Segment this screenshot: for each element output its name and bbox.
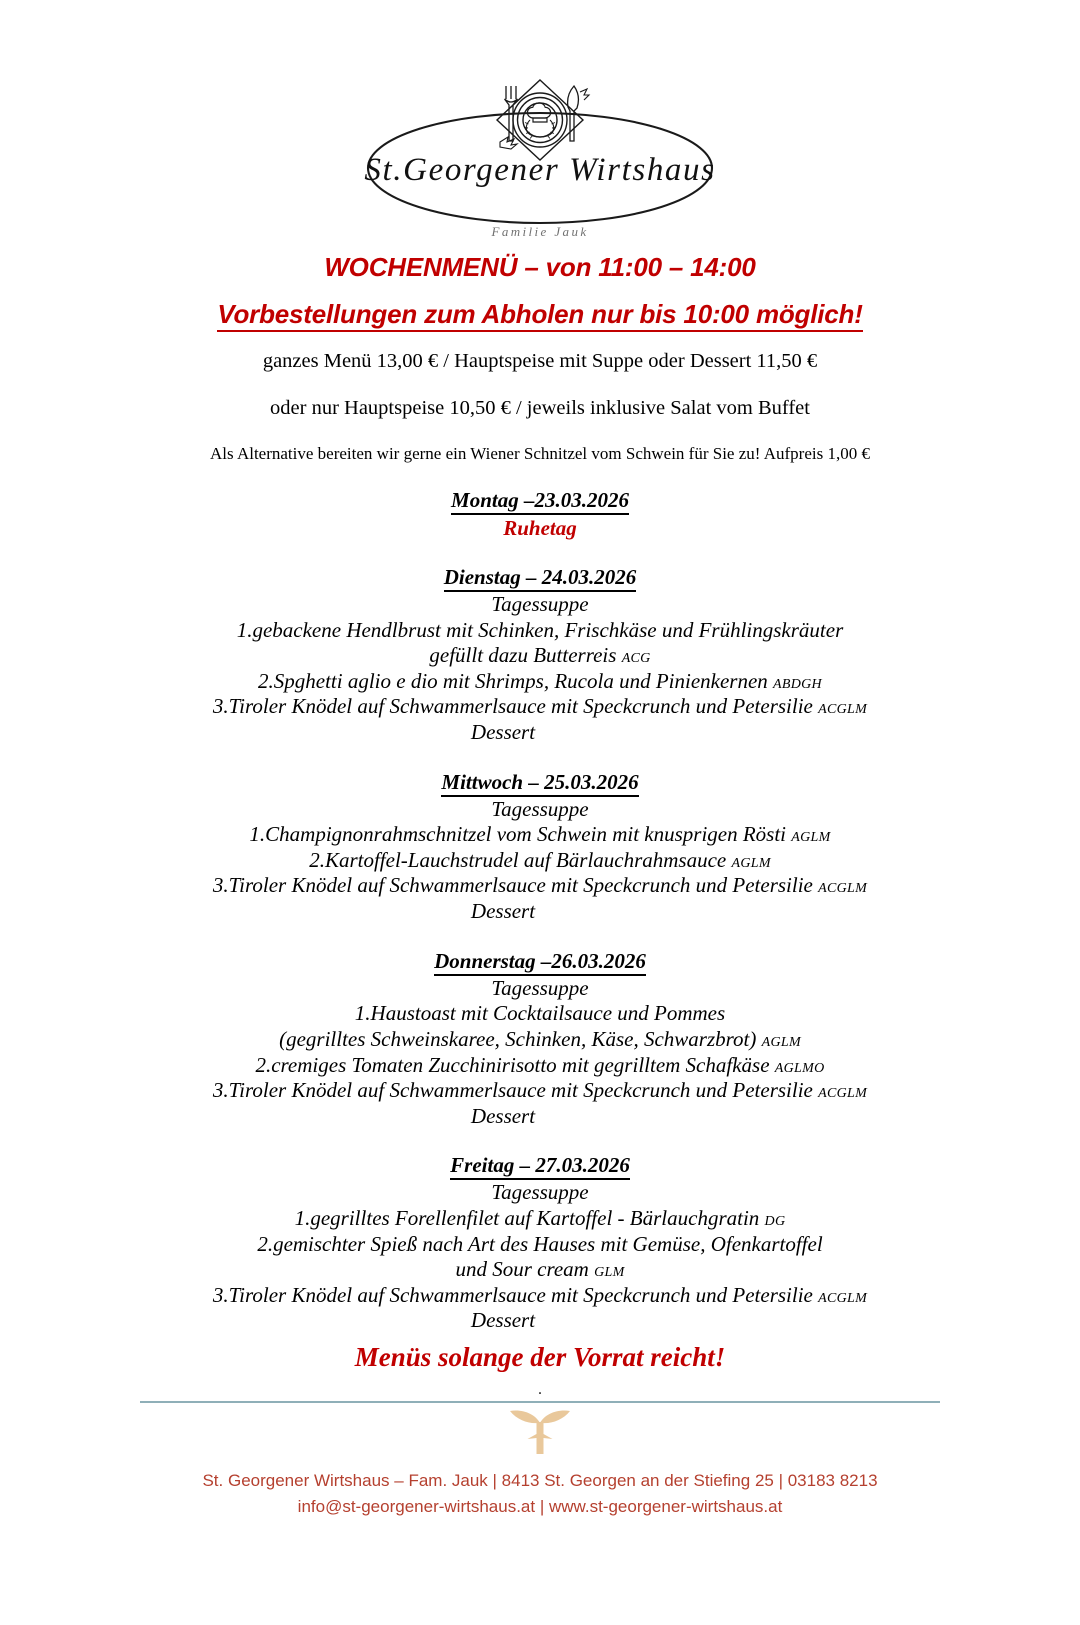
closing-note: Menüs solange der Vorrat reicht!	[354, 1342, 726, 1373]
day-dish	[0, 1232, 1080, 1258]
day-title-text: Donnerstag –26.03.2026	[434, 949, 646, 976]
day-closed-label: Ruhetag	[503, 516, 577, 540]
day-dessert: Dessert	[470, 1308, 536, 1333]
day-title-text: Mittwoch – 25.03.2026	[441, 770, 638, 797]
dish-allergens: AGLMO	[774, 1060, 825, 1076]
menu-day-block	[0, 1153, 1080, 1334]
day-dish	[0, 1206, 1080, 1232]
dish-allergens: AGLM	[791, 830, 831, 846]
day-title	[0, 1153, 1080, 1178]
day-soup: Tagessuppe	[491, 592, 589, 616]
dish-allergens: DG	[764, 1213, 786, 1229]
dish-allergens: GLM	[594, 1265, 625, 1281]
dish-text: 2.Kartoffel-Lauchstrudel auf Bärlauchrahmsauce	[309, 847, 727, 872]
dish-allergens: ABDGH	[773, 676, 822, 692]
menu-day-block	[0, 949, 1080, 1130]
day-dish	[0, 643, 1080, 669]
logo-wordmark: St.Georgener Wirtshaus	[364, 152, 716, 188]
day-title	[0, 949, 1080, 974]
dish-text: (gegrilltes Schweinskaree, Schinken, Käse, Schwarzbrot)	[279, 1026, 757, 1051]
day-dessert: Dessert	[470, 899, 536, 924]
price-line-main-only: oder nur Hauptspeise 10,50 € / jeweils inklusive Salat vom Buffet	[270, 397, 810, 419]
day-title	[0, 488, 1080, 513]
dish-text: 3.Tiroler Knödel auf Schwammerlsauce mit Speckcrunch und Petersilie	[212, 1078, 813, 1103]
footer-ornament	[0, 1402, 1080, 1458]
restaurant-logo	[0, 58, 1080, 248]
day-dish	[0, 822, 1080, 848]
day-dessert: Dessert	[470, 1103, 536, 1128]
dish-text: 1.Champignonrahmschnitzel vom Schwein mit knusprigen Rösti	[249, 822, 787, 847]
day-soup: Tagessuppe	[491, 796, 589, 821]
day-dish	[0, 1257, 1080, 1283]
dish-allergens: ACGLM	[818, 1290, 868, 1306]
dish-allergens: ACG	[621, 651, 651, 667]
day-dish	[0, 873, 1080, 899]
day-title	[0, 770, 1080, 795]
dish-allergens: AGLM	[731, 855, 771, 871]
day-title	[0, 565, 1080, 590]
dish-text: 3.Tiroler Knödel auf Schwammerlsauce mit Speckcrunch und Petersilie	[212, 694, 813, 719]
dish-allergens: ACGLM	[818, 881, 868, 897]
menu-day-block	[0, 488, 1080, 541]
day-dish	[0, 694, 1080, 720]
dish-allergens: ACGLM	[818, 702, 868, 718]
preorder-heading	[0, 299, 1080, 330]
day-dish	[0, 1053, 1080, 1079]
day-title-text: Dienstag – 24.03.2026	[444, 565, 637, 592]
stray-period: .	[538, 1381, 542, 1399]
day-title-text: Freitag – 27.03.2026	[450, 1153, 630, 1180]
menu-day-block	[0, 565, 1080, 746]
day-dessert: Dessert	[470, 720, 536, 745]
dish-allergens: AGLM	[761, 1034, 801, 1050]
dish-text: 2.cremiges Tomaten Zucchinirisotto mit gegrilltem Schafkäse	[255, 1052, 770, 1077]
day-dish	[0, 1027, 1080, 1053]
footer-address-line: St. Georgener Wirtshaus – Fam. Jauk | 8413 St. Georgen an der Stiefing 25 | 03183 8213	[202, 1471, 878, 1491]
day-soup: Tagessuppe	[491, 975, 589, 1000]
price-line-full-menu: ganzes Menü 13,00 € / Hauptspeise mit Suppe oder Dessert 11,50 €	[262, 350, 818, 372]
menu-days-list	[0, 488, 1080, 1334]
day-soup: Tagessuppe	[491, 1180, 589, 1205]
dish-text: gefüllt dazu Butterreis	[429, 643, 617, 668]
day-dish	[0, 1078, 1080, 1104]
dish-text: 3.Tiroler Knödel auf Schwammerlsauce mit Speckcrunch und Petersilie	[212, 873, 813, 898]
logo-family-script: Familie Jauk	[491, 224, 589, 239]
logo-graphic	[340, 58, 740, 248]
dish-text: und Sour cream	[455, 1257, 589, 1282]
dish-text: 2.Spghetti aglio e dio mit Shrimps, Rucola und Pinienkernen	[258, 668, 768, 693]
chef-emblem-icon	[497, 80, 589, 160]
footer-contact	[0, 1468, 1080, 1521]
dish-allergens: ACGLM	[818, 1086, 868, 1102]
dish-text: 3.Tiroler Knödel auf Schwammerlsauce mit Speckcrunch und Petersilie	[212, 1282, 813, 1307]
dish-text: 1.gebackene Hendlbrust mit Schinken, Frischkäse und Frühlingskräuter	[236, 617, 844, 642]
day-title-text: Montag –23.03.2026	[451, 488, 629, 515]
day-dish	[0, 618, 1080, 644]
day-dish	[0, 848, 1080, 874]
sprout-icon	[501, 1402, 579, 1456]
alternative-note: Als Alternative bereiten wir gerne ein Wiener Schnitzel vom Schwein für Sie zu! Aufpreis 1,00 €	[210, 444, 870, 463]
footer-email-web-line[interactable]: info@st-georgener-wirtshaus.at | www.st-georgener-wirtshaus.at	[297, 1497, 783, 1517]
day-dish	[0, 1283, 1080, 1309]
menu-day-block	[0, 770, 1080, 925]
dish-text: 2.gemischter Spieß nach Art des Hauses mit Gemüse, Ofenkartoffel	[257, 1231, 823, 1256]
menu-hours-heading: WOCHENMENÜ – von 11:00 – 14:00	[324, 252, 756, 282]
day-dish	[0, 1001, 1080, 1027]
dish-text: 1.Haustoast mit Cocktailsauce und Pommes	[354, 1001, 726, 1026]
preorder-heading-text: Vorbestellungen zum Abholen nur bis 10:00 möglich!	[217, 299, 862, 332]
dish-text: 1.gegrilltes Forellenfilet auf Kartoffel - Bärlauchgratin	[294, 1205, 760, 1230]
day-dish	[0, 669, 1080, 695]
